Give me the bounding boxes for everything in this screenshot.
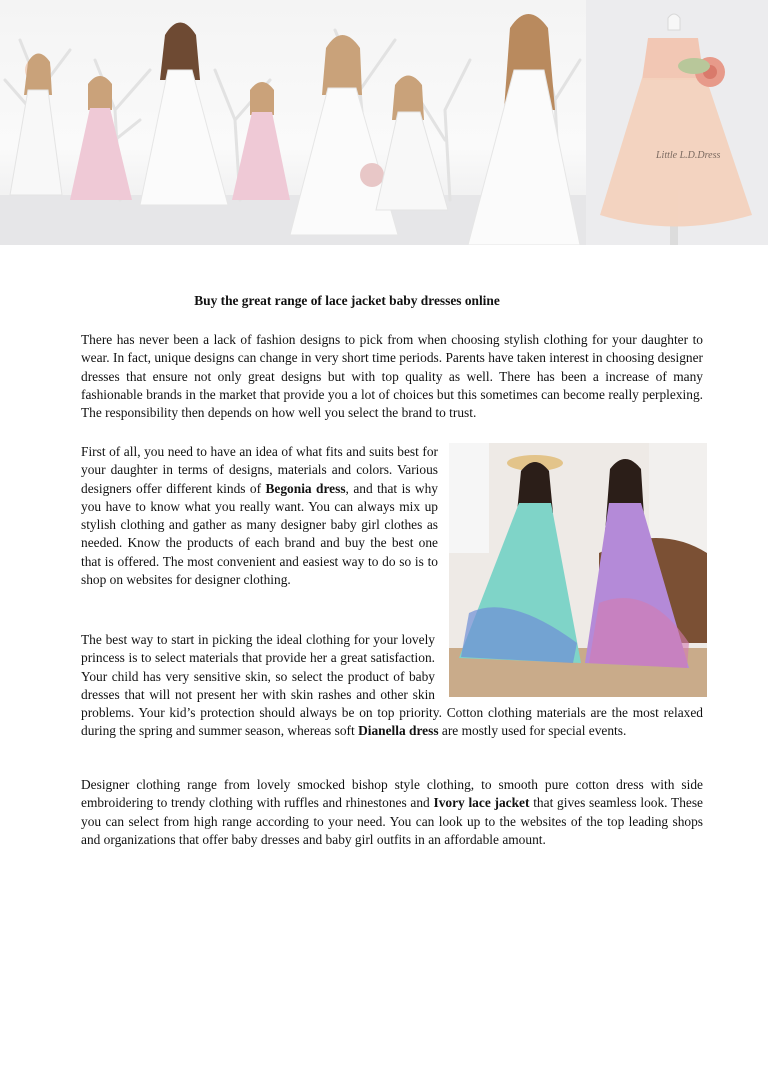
paragraph-2-text-a: First of all, you need to have an idea of what fits and suits best for your daughter in terms of designs, materials and colors. Various designers offer different kinds of <box>81 444 438 496</box>
ivory-lace-jacket-link[interactable]: Ivory lace jacket <box>433 795 530 811</box>
paragraph-3-text-b: are mostly used for special events. <box>438 723 627 739</box>
paragraph-1 <box>81 331 703 422</box>
hero-banner <box>0 0 768 245</box>
paragraph-4-text-a: Designer clothing range from lovely smocked bishop style clothing, to smooth pure cotton dress with side embroidering to trendy clothing with ruffles and rhinestones and <box>81 777 703 811</box>
paragraph-3-text-a: The best way to start in picking the ideal clothing for your lovely princess is to select materials that provide her a great satisfaction. Your child has very sensitive skin, so select the product of baby dresses that will not present her with skin rashes and other skin problems. Your kid’s protection should always be on top priority. Cotton clothing materials are the most relaxed during the spring and summer season, whereas soft <box>81 632 703 739</box>
brand-logo: Little L.D.Dress <box>656 150 721 161</box>
dianella-dress-link[interactable]: Dianella dress <box>358 723 439 739</box>
paragraph-2 <box>81 443 438 589</box>
paragraph-1-text: There has never been a lack of fashion designs to pick from when choosing stylish clothing for your daughter to wear. In fact, unique designs can change in very short time periods. Parents have taken interest in choosing designer dresses that ensure not only great designs but with top quality as well. There has been a increase of many fashionable brands in the market that provide you a lot of choices but this sometimes can become really perplexing. The responsibility then depends on how well you select the brand to trust. <box>81 332 703 421</box>
begonia-dress-link[interactable]: Begonia dress <box>265 480 346 496</box>
paragraph-4-text-b: that gives seamless look. These you can select from high range according to your need. You can look up to the websites of the top leading shops and organizations that offer baby dresses and baby girl outfits in an affordable amount. <box>81 795 703 847</box>
product-dress-photo <box>586 0 768 245</box>
paragraph-2-text-b: , and that is why you have to know what you really want. You can always mix up stylish clothing and gather as many designer baby girl clothes as needed. Know the products of each brand and buy the best one that is offered. The most convenient and easiest way to do so is to shop on websites for designer clothing. <box>81 480 438 588</box>
girls-floral-dress-photo <box>449 443 707 697</box>
paragraph-4 <box>81 776 703 849</box>
article-title: Buy the great range of lace jacket baby dresses online <box>194 293 500 308</box>
